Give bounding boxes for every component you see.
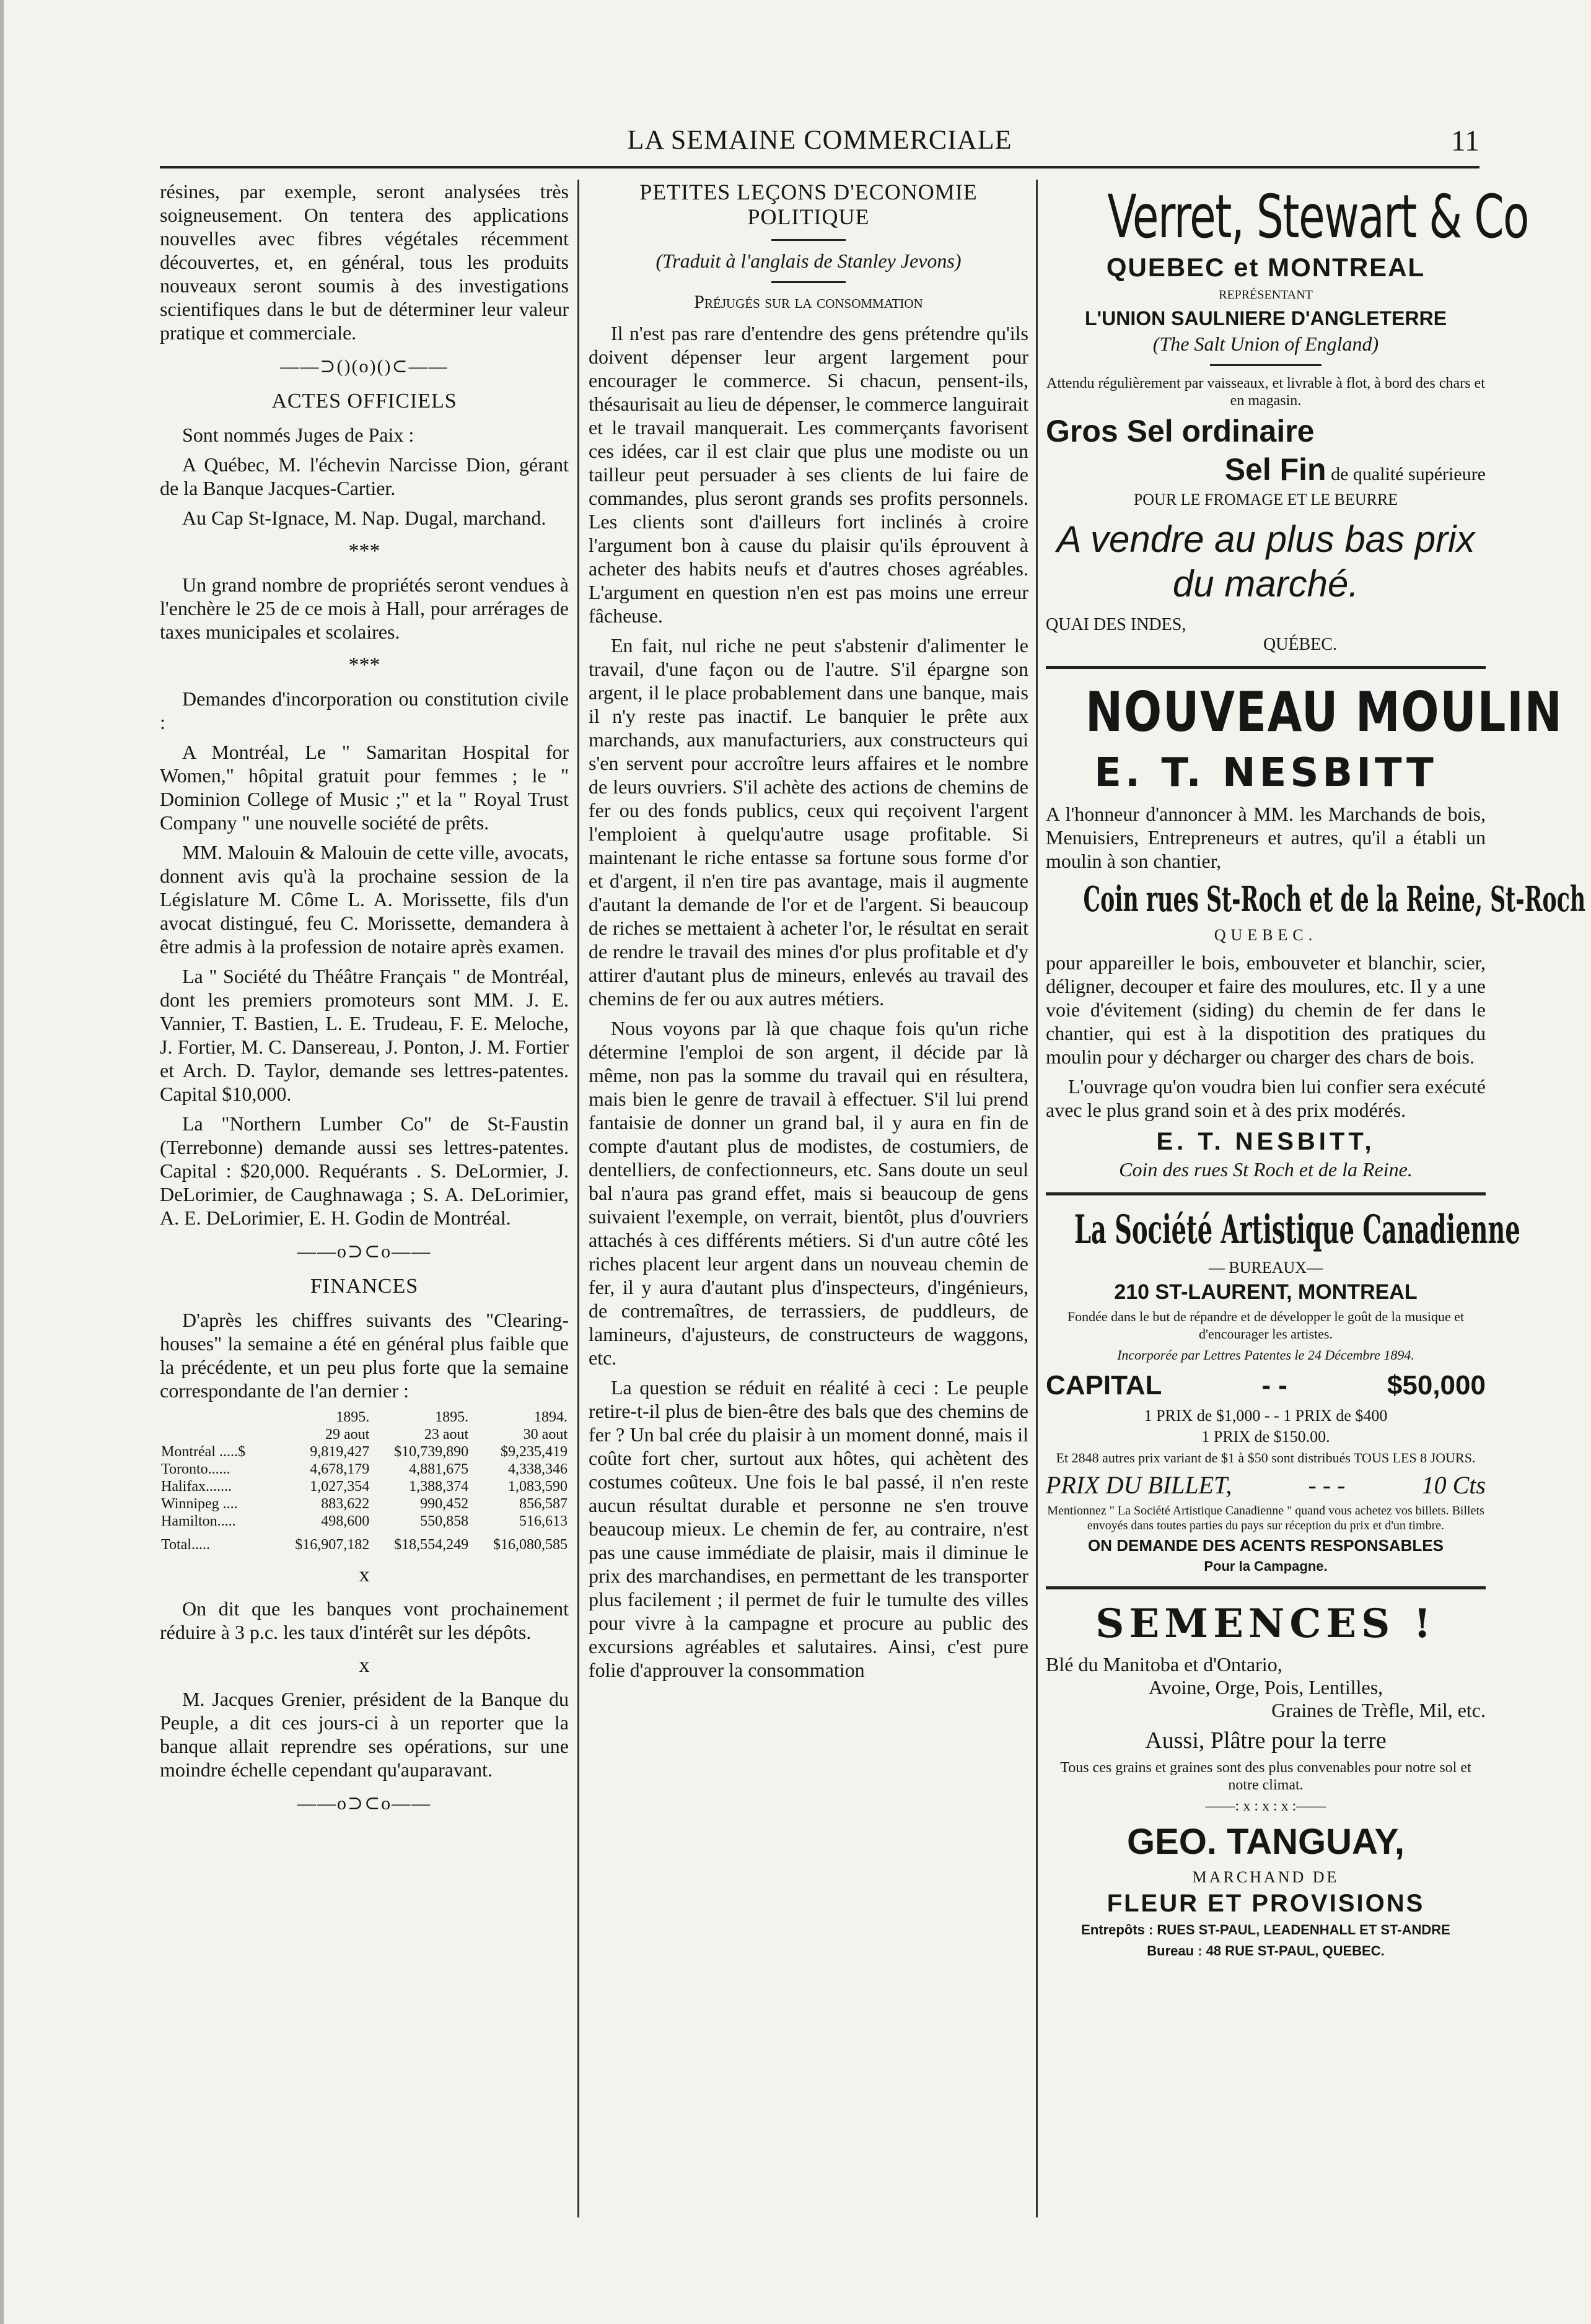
page-title: LA SEMAINE COMMERCIALE: [627, 124, 1012, 155]
ad-text: FLEUR ET PROVISIONS: [1107, 1890, 1425, 1917]
ad-text: (The Salt Union of England): [1152, 333, 1379, 355]
ad-divider: [1046, 1586, 1486, 1589]
column-ads: [1046, 180, 1586, 2224]
ad-text: QUAI DES INDES,: [1046, 615, 1186, 634]
page-edge: [0, 0, 15, 2324]
ad-text: Et 2848 autres prix variant de $1 à $50 sont distribués TOUS LES 8 JOURS.: [1056, 1450, 1476, 1466]
ad-text: Blé du Manitoba et d'Ontario,: [1046, 1653, 1282, 1675]
ad-headline: SEMENCES !: [1095, 1601, 1436, 1647]
table-header: 1894.: [534, 1409, 568, 1425]
separator-x: x: [359, 1563, 370, 1586]
table-header: 1895.: [435, 1409, 469, 1425]
column-divider: [577, 180, 579, 2217]
asterism: ***: [348, 653, 380, 676]
ornament: ——⊃()(o)()⊂——: [280, 356, 449, 377]
table-row: Halifax....... 1,027,354 1,388,374 1,083,590: [161, 1479, 568, 1495]
section-heading: ACTES OFFICIELS: [271, 390, 457, 413]
ad-text: A vendre au plus bas prix du marché.: [1056, 518, 1475, 605]
ad-verret-stewart: [1046, 182, 1529, 655]
paragraph: Au Cap St-Ignace, M. Nap. Dugal, marchand.: [182, 507, 546, 529]
paragraph: En fait, nul riche ne peut s'abstenir d'alimenter le travail, d'une façon ou de l'autre. S'il épargne son argent, il le place probablement dans une banque, mais il n'y reste pas inactif. Le banquier le prête aux marchands, aux manufacturiers, aux constructeurs qui s'en servent pour accroître leurs affaires et le nombre de leurs ouvriers. S'il achète des actions de chemins de fer ou des fonds publics, ceux qui reçoivent l'argent l'emploient à quelqu'autre usage profitable. Si maintenant le riche entasse sa fortune sous forme d'or et d'argent, il n'en tire pas avantage, mais il augmente d'autant la demande de l'or et de l'argent. Si beaucoup de riches se mettaient à acheter l'or, le résultat en serait de rendre le travail des mines d'or plus profitable et d'y attirer d'autant plus de mineurs, enlevés au travail des chemins de fer ou aux autres métiers.: [589, 634, 1028, 1010]
ad-text: Aussi, Plâtre pour la terre: [1145, 1728, 1387, 1754]
ad-societe-artistique: [1046, 1207, 1520, 1575]
ad-paragraph: A l'honneur d'annoncer à MM. les Marchands de bois, Menuisiers, Entrepreneurs et autres, qu'il a établi un moulin à son chantier,: [1046, 803, 1486, 872]
ad-text: E. T. NESBITT,: [1156, 1128, 1375, 1155]
asterism: ***: [348, 540, 380, 562]
ad-headline: La Société Artistique Canadienne: [1074, 1207, 1520, 1253]
ad-text: 210 ST-LAURENT, MONTREAL: [1114, 1280, 1418, 1304]
ornament: ——o⊃⊂o——: [297, 1793, 432, 1814]
ad-text: E. T. NESBITT: [1094, 750, 1437, 796]
column-left: [160, 180, 569, 2211]
paragraph: A Montréal, Le " Samaritan Hospital for Women," hôpital gratuit pour femmes ; le " Dominion College of Music ;" et la " Royal Trust Company " une nouvelle société de prêts.: [160, 741, 569, 834]
ad-text: L'UNION SAULNIERE D'ANGLETERRE: [1084, 307, 1447, 330]
ad-text: 1 PRIX de $150.00.: [1201, 1428, 1330, 1446]
section-heading: FINANCES: [310, 1275, 419, 1298]
ad-paragraph: pour appareiller le bois, embouveter et blanchir, scier, déligner, decouper et faire des moulures, etc. Il y a une voie d'évitement (siding) du chemin de fer dans le chantier, qui est à la dispotition des pratiques du moulin pour y décharger ou charger des chars de bois.: [1046, 951, 1486, 1068]
column-divider: [1036, 180, 1038, 2217]
ad-text: 1 PRIX de $1,000 - - 1 PRIX de $400: [1144, 1407, 1388, 1425]
clearing-house-table: [160, 1409, 569, 1553]
page-number: 11: [1450, 124, 1479, 157]
paragraph: On dit que les banques vont prochainement réduire à 3 p.c. les taux d'intérêt sur les dépôts.: [160, 1597, 569, 1643]
capital-line: CAPITAL - - $50,000: [1046, 1370, 1486, 1400]
ad-text: Coin rues St-Roch et de la Reine, St-Roch: [1083, 879, 1586, 920]
ad-headline: GEO. TANGUAY,: [1127, 1822, 1405, 1862]
ad-divider: [1046, 666, 1486, 669]
intro-paragraph: résines, par exemple, seront analysées très soigneusement. On tentera des applications nouvelles avec fibres végétales récemment découvertes, et, en général, tous les produits nouveaux seront soumis à des investigations scientifiques dans le but de déterminer leur valeur pratique et commerciale.: [160, 180, 569, 344]
ad-text: Avoine, Orge, Pois, Lentilles,: [1148, 1676, 1383, 1698]
paragraph: M. Jacques Grenier, président de la Banque du Peuple, a dit ces jours-ci à un reporter que la banque allait reprendre ses opérations, sur une moindre échelle cependant qu'auparavant.: [160, 1688, 569, 1781]
rule: [771, 281, 846, 283]
rule: [771, 239, 846, 241]
paragraph: Sont nommés Juges de Paix :: [182, 424, 414, 446]
table-row: Winnipeg .... 883,622 990,452 856,587: [161, 1496, 568, 1512]
ad-text: QUEBEC et MONTREAL: [1106, 253, 1426, 282]
table-row: Hamilton..... 498,600 550,858 516,613: [161, 1513, 568, 1529]
paragraph: Nous voyons par là que chaque fois qu'un riche détermine l'emploi de son argent, il décide par là même, non pas la somme du travail qui en résultera, mais bien le genre de travail à effectuer. S'il lui prend fantaisie de donner un grand bal, il y aura en fin de compte d'autant plus de modistes, de costumiers, de dentelliers, de confectionneurs, etc. Sans doute un seul bal n'aura pas grand effet, mais si beaucoup de gens suivaient l'exemple, on verrait, bientôt, plus d'ouvriers attachés à ces différents métiers. Si d'un autre côté les riches placent leur argent dans un nouveau chemin de fer, il y aura d'autant plus d'inspecteurs, d'ingénieurs, de contremaîtres, de terrassiers, de puddleurs, de lamineurs, d'ajusteurs, de constructeurs de waggons, etc.: [589, 1017, 1028, 1369]
paragraph: La question se réduit en réalité à ceci : Le peuple retire-t-il plus de bien-être des bals que des chemins de fer ? Un bal crée du plaisir à un moment donné, mais il coûte fort cher, surtout aux hôtes, qui achètent des costumes coûteux. Une fois le bal passé, il n'en reste aucun résultat durable et personne ne s'en trouve beaucoup mieux. Le chemin de fer, au contraire, n'est pas une cause immédiate de plaisir, mais il diminue le prix des marchandises, en permettant de les transporter plus facilement ; il permet de fuir le tumulte des villes pour vivre à la campagne et procure au public des excursions agréables et salutaires. Ainsi, c'est pure folie d'approuver la consommation: [589, 1376, 1028, 1681]
article-subtitle: (Traduit à l'anglais de Stanley Jevons): [655, 250, 962, 272]
ad-text: QUÉBEC.: [1263, 635, 1337, 654]
ad-paragraph: L'ouvrage qu'on voudra bien lui confier sera exécuté avec le plus grand soin et à des prix modérés.: [1046, 1075, 1486, 1121]
ad-text: Coin des rues St Roch et de la Reine.: [1119, 1158, 1413, 1181]
rule: [1210, 364, 1321, 366]
ad-semences: [1046, 1601, 1486, 1960]
table-header: 30 aout: [523, 1426, 568, 1443]
ad-divider: [1046, 1192, 1486, 1195]
ad-text: — BUREAUX—: [1208, 1259, 1323, 1277]
ad-headline: Verret, Stewart & Co: [1107, 182, 1529, 251]
article-title: PETITES LEÇONS D'ECONOMIE POLITIQUE: [639, 180, 978, 229]
paragraph: MM. Malouin & Malouin de cette ville, avocats, donnent avis qu'à la prochaine session de la Législature M. Côme L. A. Morissette, fils d'un avocat distingué, feu C. Morissette, demandera à être admis à la profession de notaire après examen.: [160, 841, 569, 958]
table-row: Toronto...... 4,678,179 4,881,675 4,338,346: [161, 1461, 568, 1477]
ad-headline: NOUVEAU MOULIN: [1085, 680, 1563, 744]
ad-text: POUR LE FROMAGE ET LE BEURRE: [1133, 491, 1398, 509]
article-section: Préjugés sur la consommation: [694, 292, 923, 312]
ad-text: de qualité supérieure: [1331, 464, 1486, 484]
ad-text: Incorporée par Lettres Patentes le 24 Décembre 1894.: [1117, 1347, 1414, 1363]
paragraph: D'après les chiffres suivants des "Clearing-houses" la semaine a été en général plus faible que la précédente, et un peu plus forte que la semaine correspondante de l'an dernier :: [160, 1309, 569, 1402]
ad-text: REPRÉSENTANT: [1219, 288, 1313, 302]
header-rule: [160, 166, 1479, 168]
table-header: 23 aout: [424, 1426, 469, 1443]
ad-text: Mentionnez " La Société Artistique Canadienne " quand vous achetez vos billets. Billets envoyés dans toutes parties du pays sur réception du prix et d'un timbre.: [1047, 1504, 1484, 1532]
table-total-row: Total..... $16,907,182 $18,554,249 $16,080,585: [161, 1537, 568, 1553]
billet-line: PRIX DU BILLET, - - - 10 Cts: [1046, 1471, 1486, 1499]
paragraph: La " Société du Théâtre Français " de Montréal, dont les premiers promoteurs sont MM. J. E. Vannier, T. Bastien, L. E. Trudeau, F. E. Meloche, J. Fortier, M. C. Dansereau, J. Ponton, J. M. Fortier et Arch. D. Taylor, demande ses lettres-patentes. Capital $10,000.: [160, 965, 569, 1105]
ad-text: Graines de Trèfle, Mil, etc.: [1271, 1699, 1486, 1721]
page-header: [160, 124, 1479, 161]
ad-text: ON DEMANDE DES ACENTS RESPONSABLES: [1088, 1536, 1444, 1555]
ad-text: Fondée dans le but de répandre et de développer le goût de la musique et d'encourager les artistes.: [1067, 1309, 1465, 1342]
ad-text: Entrepôts : RUES ST-PAUL, LEADENHALL ET ST-ANDRE: [1081, 1922, 1450, 1937]
ad-text: Tous ces grains et graines sont des plus convenables pour notre sol et notre climat.: [1060, 1760, 1471, 1793]
ornament: ——o⊃⊂o——: [297, 1241, 432, 1262]
ad-text: Bureau : 48 RUE ST-PAUL, QUEBEC.: [1147, 1943, 1385, 1959]
paragraph: Demandes d'incorporation ou constitution civile :: [160, 688, 569, 733]
ad-nouveau-moulin: [1046, 680, 1586, 1181]
ornament: ——: x : x : x :——: [1205, 1798, 1326, 1814]
table-header: 29 aout: [325, 1426, 370, 1443]
ad-text: QUEBEC.: [1214, 926, 1318, 944]
ad-text: MARCHAND DE: [1192, 1868, 1339, 1886]
ad-text: Gros Sel ordinaire: [1046, 414, 1315, 448]
paragraph: La "Northern Lumber Co" de St-Faustin (Terrebonne) demande aussi ses lettres-patentes. Capital : $20,000. Requérants . S. DeLormier, J. DeLorimier, de Caughnawaga ; S. A. DeLorimier, A. E. DeLorimier, E. H. Godin de Montréal.: [160, 1112, 569, 1229]
paragraph: Un grand nombre de propriétés seront vendues à l'enchère le 25 de ce mois à Hall, pour arrérages de taxes municipales et scolaires.: [160, 574, 569, 643]
column-middle: [589, 180, 1028, 2224]
ad-text: Attendu régulièrement par vaisseaux, et livrable à flot, à bord des chars et en magasin.: [1046, 375, 1485, 409]
table-header: 1895.: [336, 1409, 370, 1425]
ad-text: Pour la Campagne.: [1204, 1558, 1328, 1574]
paragraph: A Québec, M. l'échevin Narcisse Dion, gérant de la Banque Jacques-Cartier.: [160, 453, 569, 499]
separator-x: x: [359, 1654, 370, 1677]
ad-text: Sel Fin: [1224, 452, 1326, 487]
table-row: Montréal .....$ 9,819,427 $10,739,890 $9,235,419: [161, 1444, 568, 1460]
paragraph: Il n'est pas rare d'entendre des gens prétendre qu'ils doivent dépenser leur argent largement pour encourager le commerce. Si chacun, pensent-ils, thésaurisait au lieu de dépenser, le commerce languirait et le travail manquerait. Les commerçants favorisent ces idées, car il est clair que plus une modiste ou un tailleur peut persuader à ses clients de lui faire de commandes, plus seront grands ses profits personnels. Les clients sont d'ailleurs fort inclinés à croire l'argument bon à cause du plaisir qu'ils éprouvent à acheter des habits neufs et d'autres choses agréables. L'argument en question n'en est pas moins une erreur fâcheuse.: [589, 322, 1028, 627]
